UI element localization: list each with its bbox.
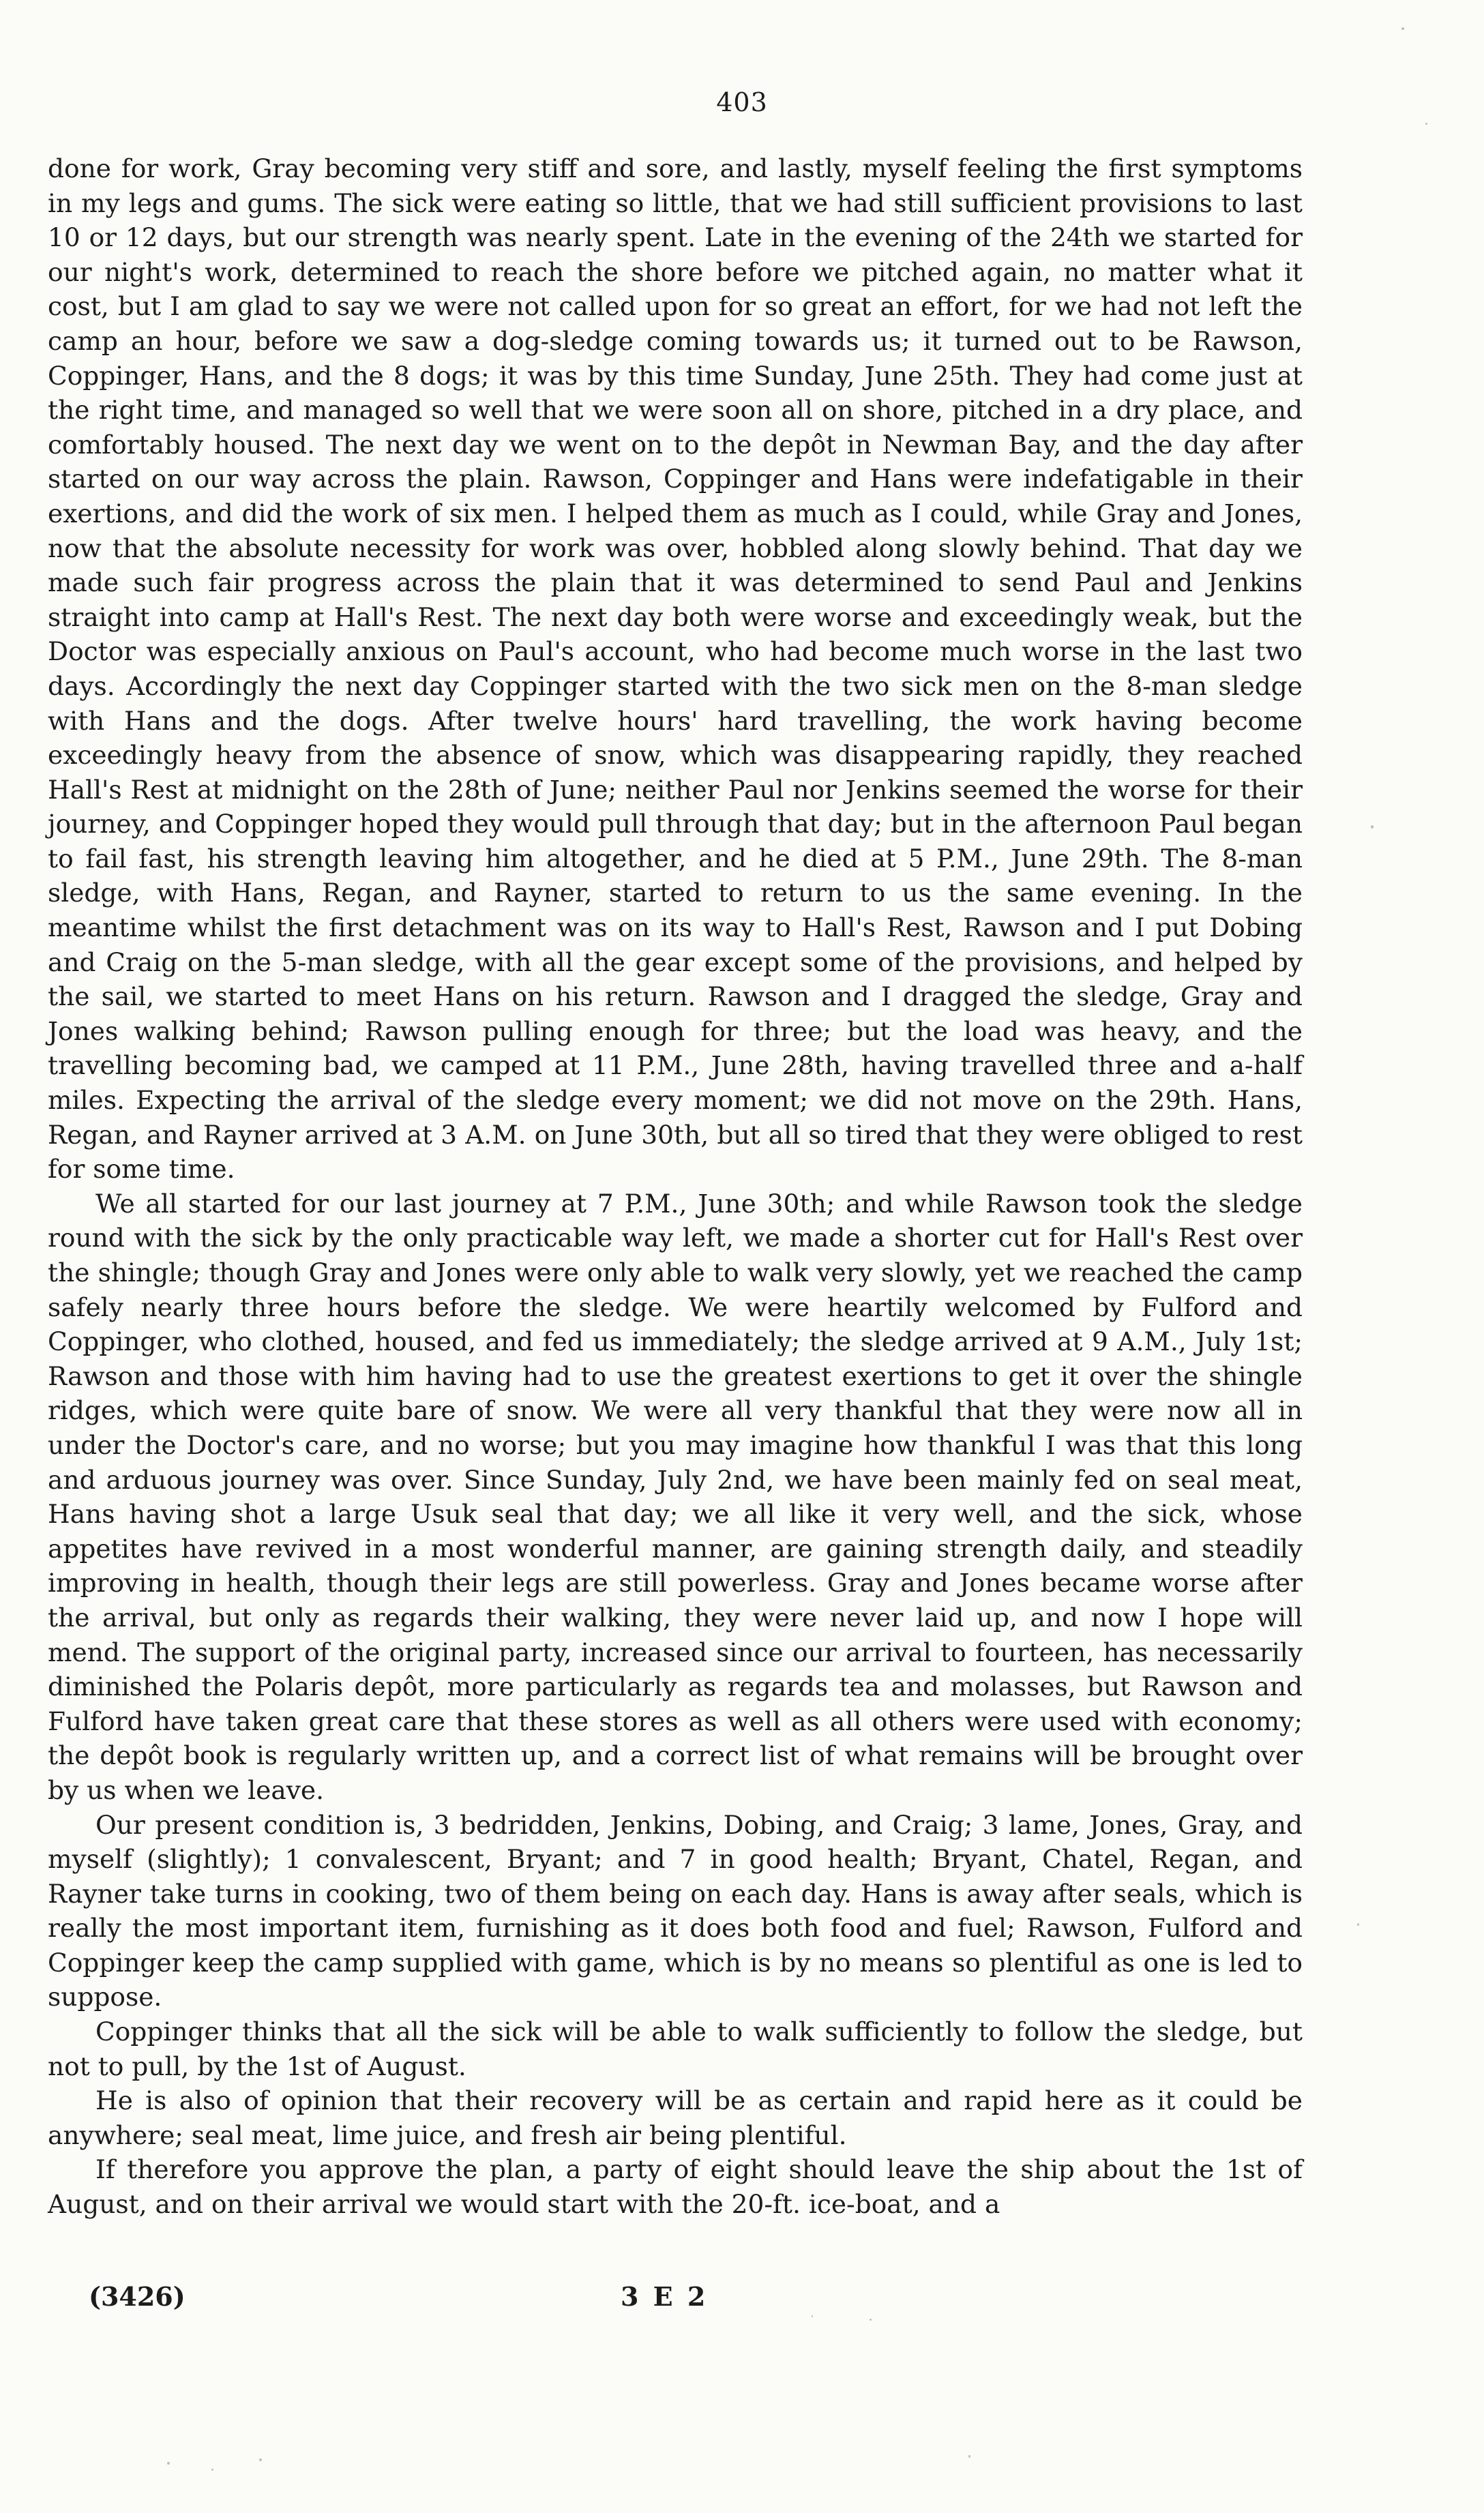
scan-speck <box>812 2315 813 2317</box>
scan-speck <box>968 2455 970 2458</box>
scan-speck <box>259 2458 262 2461</box>
paragraph: Coppinger thinks that all the sick will be able to walk sufficiently to follow the sledge, but not to pull, by the 1st of August. <box>48 2017 1303 2081</box>
sheet-signature: 3 E 2 <box>621 2281 709 2312</box>
paragraph: He is also of opinion that their recovery will be as certain and rapid here as it could be anywhere; seal meat, lime juice, and fresh air being plentiful. <box>48 2085 1303 2150</box>
scan-speck <box>1425 123 1427 125</box>
scan-speck <box>1357 1923 1359 1926</box>
paragraph: We all started for our last journey at 7 P.M., June 30th; and while Rawson took the sledge round with the sick by the only practicable way left, we made a shorter cut for Hall's Rest over the shingle; though Gray and Jones were only able to walk very slowly, yet we reached the camp safely nearly three hours before the sledge. We were heartily welcomed by Fulford and Coppinger, who clothed, housed, and fed us immediately; the sledge arrived at 9 A.M., July 1st; Rawson and those with him having had to use the greatest exertions to get it over the shingle ridges, which were quite bare of snow. We were all very thankful that they were now all in under the Doctor's care, and no worse; but you may imagine how thankful I was that this long and arduous journey was over. Since Sunday, July 2nd, we have been mainly fed on seal meat, Hans having shot a large Usuk seal that day; we all like it very well, and the sick, whose appetites have revived in a most wonderful manner, are gaining strength daily, and steadily improving in health, though their legs are still powerless. Gray and Jones became worse after the arrival, but only as regards their walking, they were never laid up, and now I hope will mend. The support of the original party, increased since our arrival to fourteen, has necessarily diminished the Polaris depôt, more particularly as regards tea and molasses, but Rawson and Fulford have taken great care that these stores as well as all others were used with economy; the depôt book is regularly written up, and a correct list of what remains will be brought over by us when we leave. <box>48 1188 1303 1805</box>
paragraph: If therefore you approve the plan, a party of eight should leave the ship about the 1st of August, and on their arrival we would start with the 20-ft. ice-boat, and a <box>48 2154 1303 2220</box>
paragraph: Our present condition is, 3 bedridden, Jenkins, Dobing, and Craig; 3 lame, Jones, Gray, and myself (slightly); 1 convalescent, Bryant; and 7 in good health; Bryant, Chatel, Regan, and Rayner take turns in cooking, two of them being on each day. Hans is away after seals, which is really the most important item, furnishing as it does both food and fuel; Rawson, Fulford and Coppinger keep the camp supplied with game, which is by no means so plentiful as one is led to suppose. <box>48 1809 1303 2012</box>
page-footer <box>89 2281 1303 2315</box>
scan-speck <box>211 2469 213 2471</box>
scan-speck <box>870 2319 872 2321</box>
scan-speck <box>1401 27 1404 30</box>
scan-speck <box>167 2462 170 2465</box>
body-text <box>48 151 1303 2222</box>
document-number: (3426) <box>89 2281 186 2312</box>
scan-speck <box>1371 825 1374 829</box>
page-number: 403 <box>716 87 768 117</box>
paragraph: done for work, Gray becoming very stiff and sore, and lastly, myself feeling the first symptoms in my legs and gums. The sick were eating so little, that we had still sufficient provisions to last 10 or 12 days, but our strength was nearly spent. Late in the evening of the 24th we started for our night's work, determined to reach the shore before we pitched again, no matter what it cost, but I am glad to say we were not called upon for so great an effort, for we had not left the camp an hour, before we saw a dog-sledge coming towards us; it turned out to be Rawson, Coppinger, Hans, and the 8 dogs; it was by this time Sunday, June 25th. They had come just at the right time, and managed so well that we were soon all on shore, pitched in a dry place, and comfortably housed. The next day we went on to the depôt in Newman Bay, and the day after started on our way across the plain. Rawson, Coppinger and Hans were indefatigable in their exertions, and did the work of six men. I helped them as much as I could, while Gray and Jones, now that the absolute necessity for work was over, hobbled along slowly behind. That day we made such fair progress across the plain that it was determined to send Paul and Jenkins straight into camp at Hall's Rest. The next day both were worse and exceedingly weak, but the Doctor was especially anxious on Paul's account, who had become much worse in the last two days. Accordingly the next day Coppinger started with the two sick men on the 8-man sledge with Hans and the dogs. After twelve hours' hard travelling, the work having become exceedingly heavy from the absence of snow, which was disappearing rapidly, they reached Hall's Rest at midnight on the 28th of June; neither Paul nor Jenkins seemed the worse for their journey, and Coppinger hoped they would pull through that day; but in the afternoon Paul began to fail fast, his strength leaving him altogether, and he died at 5 P.M., June 29th. The 8-man sledge, with Hans, Regan, and Rayner, started to return to us the same evening. In the meantime whilst the first detachment was on its way to Hall's Rest, Rawson and I put Dobing and Craig on the 5-man sledge, with all the gear except some of the provisions, and helped by the sail, we started to meet Hans on his return. Rawson and I dragged the sledge, Gray and Jones walking behind; Rawson pulling enough for three; but the load was heavy, and the travelling becoming bad, we camped at 11 P.M., June 28th, having travelled three and a-half miles. Expecting the arrival of the sledge every moment; we did not move on the 29th. Hans, Regan, and Rayner arrived at 3 A.M. on June 30th, but all so tired that they were obliged to rest for some time. <box>48 153 1303 1185</box>
